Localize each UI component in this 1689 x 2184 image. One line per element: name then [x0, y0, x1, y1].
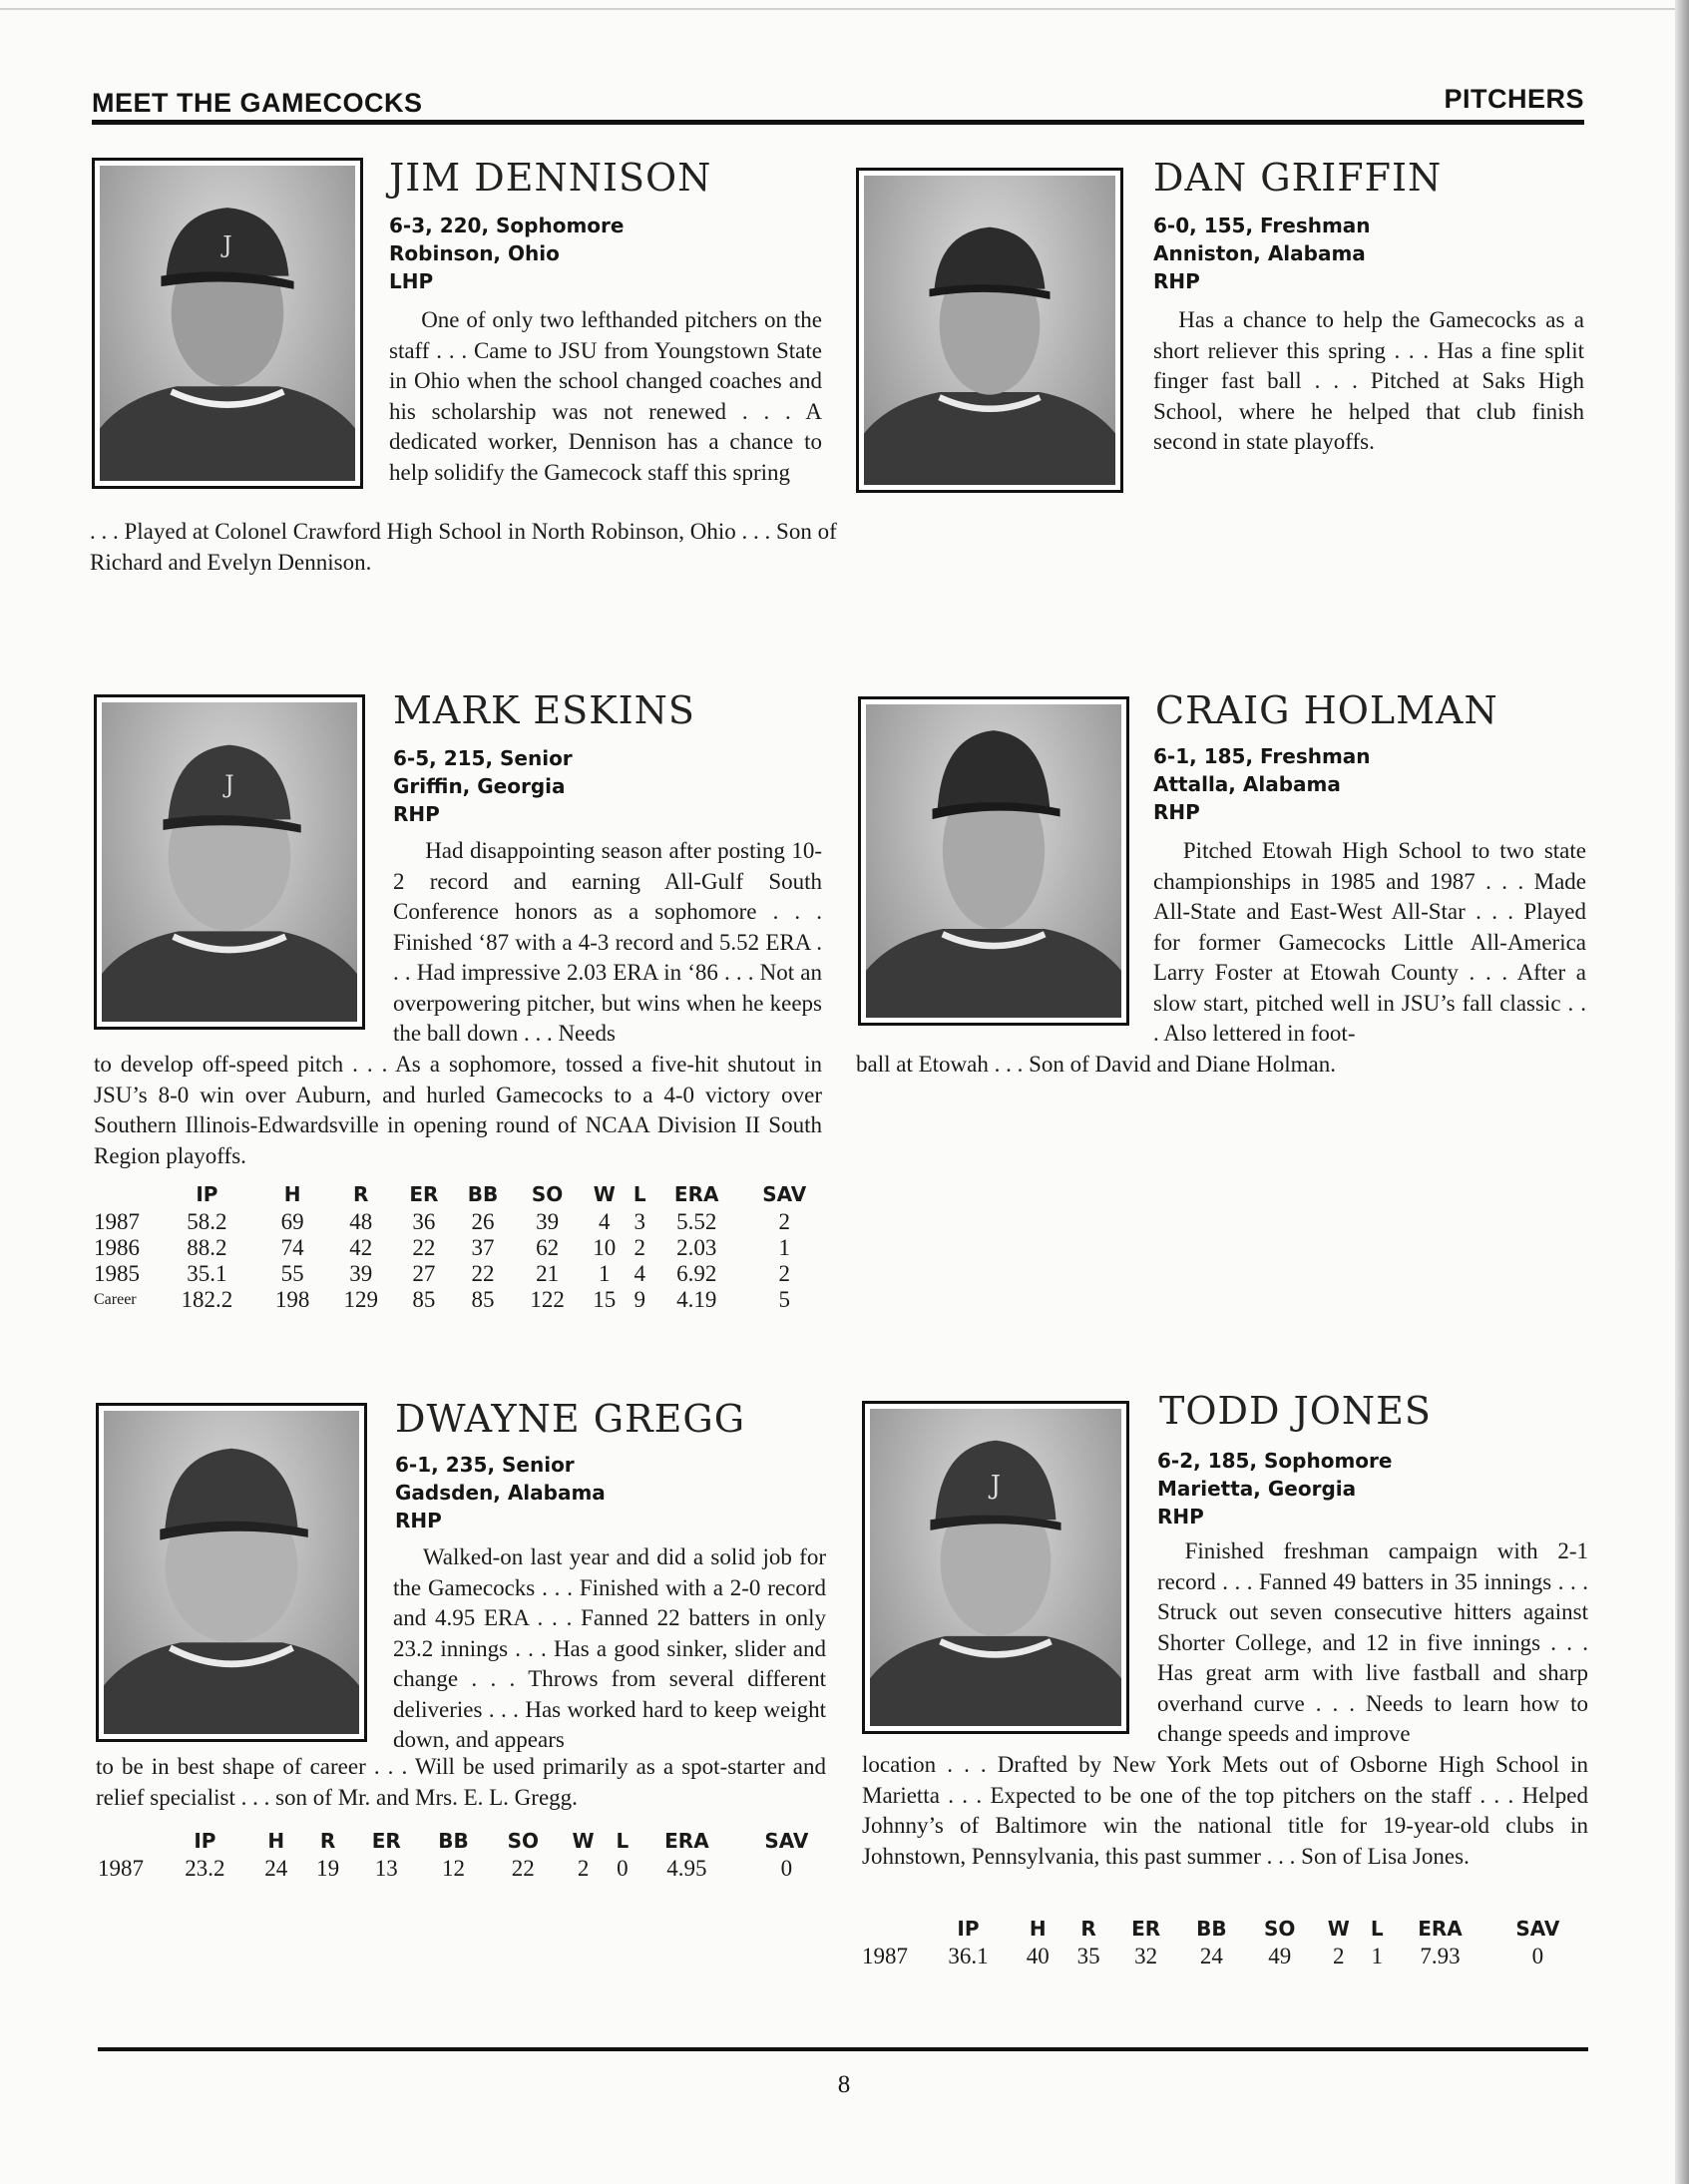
stat-cell: 0: [780, 1856, 793, 1881]
player-portrait-icon: [104, 1411, 359, 1734]
stat-cell: 1: [1371, 1944, 1383, 1968]
stat-cell: 122: [530, 1287, 565, 1312]
hometown: Attalla, Alabama: [1153, 772, 1341, 796]
hometown: Robinson, Ohio: [389, 241, 560, 265]
player-bio: Had disappointing season after posting 10-2 record and earning All-Gulf South Conference honors as a sophomore . . . Finished ‘87 with a 4-3 record and 5.52 ERA . . . Had impressive 2.03 ERA in ‘86 . . . Not an overpowering pitcher, but wins when he keeps the ball down . . . Needs: [393, 838, 822, 1046]
player-photo: [858, 696, 1129, 1026]
player-bio-continued: ball at Etowah . . . Son of David and Diane Holman.: [856, 1052, 1336, 1077]
section-title: MEET THE GAMECOCKS: [92, 88, 423, 118]
throws: RHP: [1157, 1505, 1204, 1529]
stats-table: [862, 1914, 1586, 1969]
stat-cell: 85: [471, 1287, 495, 1312]
stat-year: 1985: [94, 1261, 140, 1286]
stat-cell: 55: [280, 1261, 304, 1286]
stat-cell: 2: [633, 1235, 645, 1260]
stat-cell: 2: [577, 1856, 590, 1881]
stat-header: SAV: [1515, 1917, 1560, 1941]
stat-cell: 36.1: [948, 1944, 989, 1968]
footer-rule: [98, 2047, 1588, 2051]
table-row: [94, 1209, 828, 1235]
hometown: Anniston, Alabama: [1153, 241, 1366, 265]
stat-header: ERA: [664, 1829, 709, 1853]
stat-cell: 12: [441, 1856, 465, 1881]
svg-text:J: J: [224, 770, 234, 799]
player-bio: Finished freshman campaign with 2-1 record . . . Fanned 49 batters in 35 innings . . . Struck out seven consecutive hitters against Shorter College, and 12 in five innings . . . Has great arm with live fastball and sharp overhand curve . . . Needs to learn how to change speeds and improve: [1157, 1538, 1588, 1746]
stats-table: [98, 1826, 836, 1882]
player-vitals: [393, 744, 573, 828]
stat-header: H: [267, 1829, 285, 1853]
stat-cell: 22: [511, 1856, 535, 1881]
stat-cell: 62: [536, 1235, 560, 1260]
stat-cell: 4.95: [666, 1856, 707, 1881]
player-vitals: [389, 212, 624, 295]
throws: RHP: [1153, 269, 1200, 293]
stat-cell: 24: [1199, 1944, 1223, 1968]
stat-cell: 7.93: [1420, 1944, 1461, 1968]
height-weight-class: 6-2, 185, Sophomore: [1157, 1449, 1393, 1473]
player-bio-continued: location . . . Drafted by New York Mets out of Osborne High School in Marietta . . . Expected to be one of the top pitchers on the staff . . . Helped Johnny’s of Baltimore win the national title for 19-year-old clubs in Johnstown, Pennsylvania, this past summer . . . Son of Lisa Jones.: [862, 1752, 1588, 1869]
player-photo: [862, 1401, 1129, 1734]
stat-cell: 2.03: [676, 1235, 717, 1260]
stat-header: ER: [409, 1182, 439, 1206]
stat-cell: 37: [471, 1235, 495, 1260]
header-rule: [92, 120, 1584, 125]
stats-table: [94, 1179, 828, 1313]
player-portrait-icon: [100, 166, 355, 481]
stat-header: BB: [438, 1829, 469, 1853]
stat-cell: 35.1: [187, 1261, 227, 1286]
player-photo: [856, 168, 1123, 493]
throws: RHP: [395, 1509, 442, 1532]
stat-year: 1987: [862, 1944, 908, 1968]
stat-cell: 1: [778, 1235, 790, 1260]
height-weight-class: 6-1, 185, Freshman: [1153, 744, 1371, 768]
stat-cell: 13: [374, 1856, 398, 1881]
player-bio-continued: to be in best shape of career . . . Will be used primarily as a spot-starter and relief specialist . . . son of Mr. and Mrs. E. L. Gregg.: [96, 1754, 826, 1810]
stat-cell: 0: [1531, 1944, 1544, 1968]
stat-header: ER: [371, 1829, 401, 1853]
stat-header: SAV: [762, 1182, 807, 1206]
stat-header: SO: [1264, 1917, 1296, 1941]
stat-year: Career: [94, 1291, 137, 1308]
player-portrait-icon: [864, 176, 1115, 485]
stat-header: SO: [531, 1182, 564, 1206]
height-weight-class: 6-5, 215, Senior: [393, 746, 573, 770]
player-name: MARK ESKINS: [393, 688, 695, 732]
hometown: Marietta, Georgia: [1157, 1477, 1357, 1501]
hometown: Gadsden, Alabama: [395, 1481, 606, 1505]
stat-cell: 35: [1076, 1944, 1100, 1968]
stat-cell: 21: [536, 1261, 560, 1286]
stat-cell: 42: [349, 1235, 373, 1260]
stat-cell: 129: [343, 1287, 378, 1312]
player-name: DAN GRIFFIN: [1153, 156, 1443, 200]
stat-cell: 39: [349, 1261, 373, 1286]
page-number: 8: [837, 2071, 851, 2098]
stat-header: BB: [467, 1182, 499, 1206]
stat-cell: 198: [274, 1287, 310, 1312]
stat-cell: 0: [617, 1856, 629, 1881]
table-row: [94, 1261, 828, 1287]
stat-header: H: [1029, 1917, 1047, 1941]
stat-header: SAV: [764, 1829, 809, 1853]
stat-header: ER: [1131, 1917, 1161, 1941]
throws: RHP: [393, 802, 440, 826]
player-name: DWAYNE GREGG: [395, 1397, 746, 1441]
player-portrait-icon: [102, 702, 357, 1022]
stat-cell: 3: [633, 1209, 645, 1234]
stat-year: 1987: [94, 1209, 140, 1234]
stat-cell: 49: [1268, 1944, 1292, 1968]
stat-year: 1987: [98, 1856, 144, 1881]
stat-header: L: [1370, 1917, 1384, 1941]
player-bio: Has a chance to help the Gamecocks as a short reliever this spring . . . Has a fine split finger fast ball . . . Pitched at Saks High School, where he helped that club finish second in state playoffs.: [1153, 307, 1584, 454]
stat-header: ERA: [673, 1182, 719, 1206]
stat-header: W: [593, 1182, 616, 1206]
player-bio: Pitched Etowah High School to two state championships in 1985 and 1987 . . . Made All-State and East-West All-Star . . . Played for former Gamecocks Little All-America Larry Foster at Etowah County . . . After a slow start, pitched well in JSU’s fall classic . . . Also lettered in foot-: [1153, 838, 1586, 1046]
stat-cell: 2: [778, 1261, 790, 1286]
stat-cell: 69: [280, 1209, 304, 1234]
stat-header: IP: [196, 1182, 218, 1206]
page-header: [92, 84, 1584, 124]
player-photo: [92, 158, 363, 489]
table-row: [94, 1287, 828, 1313]
player-bio-continued: . . . Played at Colonel Crawford High School in North Robinson, Ohio . . . Son of Richard and Evelyn Dennison.: [90, 519, 837, 575]
stat-header: H: [283, 1182, 301, 1206]
stat-header: IP: [957, 1917, 980, 1941]
stat-header: R: [1080, 1917, 1096, 1941]
stat-cell: 24: [264, 1856, 288, 1881]
stat-cell: 26: [471, 1209, 495, 1234]
player-bio-continued: to develop off-speed pitch . . . As a sophomore, tossed a five-hit shutout in JSU’s 8-0 win over Auburn, and hurled Gamecocks to a 4-0 victory over Southern Illinois-Edwardsville in opening round of NCAA Division II South Region playoffs.: [94, 1052, 822, 1168]
stat-cell: 40: [1026, 1944, 1050, 1968]
player-photo: [96, 1403, 367, 1742]
player-portrait-icon: [866, 704, 1121, 1018]
stat-cell: 32: [1134, 1944, 1158, 1968]
stats-header-row: [862, 1914, 1586, 1944]
stat-header: ERA: [1418, 1917, 1463, 1941]
stat-header: W: [572, 1829, 595, 1853]
stat-cell: 19: [316, 1856, 340, 1881]
stat-header: IP: [194, 1829, 216, 1853]
stat-cell: 10: [593, 1235, 617, 1260]
stat-cell: 48: [349, 1209, 373, 1234]
height-weight-class: 6-3, 220, Sophomore: [389, 214, 625, 237]
player-name: CRAIG HOLMAN: [1155, 688, 1498, 732]
stats-header-row: [98, 1826, 836, 1856]
stat-cell: 2: [1333, 1944, 1345, 1968]
stat-cell: 1: [598, 1261, 611, 1286]
stat-cell: 9: [633, 1287, 645, 1312]
player-vitals: [1153, 742, 1371, 826]
stat-cell: 27: [412, 1261, 436, 1286]
player-vitals: [1157, 1447, 1392, 1530]
player-photo: [94, 694, 365, 1030]
player-vitals: [395, 1451, 606, 1534]
svg-text:J: J: [222, 229, 232, 258]
height-weight-class: 6-1, 235, Senior: [395, 1453, 575, 1477]
player-name: JIM DENNISON: [389, 156, 712, 200]
player-vitals: [1153, 212, 1371, 295]
stat-cell: 4.19: [676, 1287, 717, 1312]
stat-header: R: [319, 1829, 336, 1853]
position-title: PITCHERS: [1444, 84, 1584, 114]
stat-cell: 2: [778, 1209, 790, 1234]
stat-cell: 15: [593, 1287, 617, 1312]
stat-cell: 74: [280, 1235, 304, 1260]
stat-header: L: [633, 1182, 646, 1206]
stat-year: 1986: [94, 1235, 140, 1260]
stat-cell: 88.2: [187, 1235, 227, 1260]
table-row: [862, 1944, 1586, 1969]
stat-cell: 39: [536, 1209, 560, 1234]
stat-header: W: [1327, 1917, 1350, 1941]
stat-cell: 4: [633, 1261, 645, 1286]
player-bio: One of only two lefthanded pitchers on the staff . . . Came to JSU from Youngstown State in Ohio when the school changed coaches and his scholarship was not renewed . . . A dedicated worker, Dennison has a chance to help solidify the Gamecock staff this spring: [389, 307, 822, 485]
height-weight-class: 6-0, 155, Freshman: [1153, 214, 1371, 237]
stat-cell: 5: [778, 1287, 790, 1312]
player-portrait-icon: [870, 1409, 1121, 1726]
stat-header: BB: [1196, 1917, 1227, 1941]
stat-cell: 22: [471, 1261, 495, 1286]
throws: RHP: [1153, 800, 1200, 824]
stat-cell: 85: [412, 1287, 436, 1312]
stat-header: SO: [507, 1829, 539, 1853]
svg-text:J: J: [990, 1470, 1002, 1501]
stat-cell: 58.2: [187, 1209, 227, 1234]
stat-cell: 182.2: [181, 1287, 233, 1312]
stat-cell: 36: [412, 1209, 436, 1234]
stat-cell: 5.52: [676, 1209, 717, 1234]
stat-header: L: [616, 1829, 630, 1853]
hometown: Griffin, Georgia: [393, 774, 566, 798]
stat-header: R: [352, 1182, 369, 1206]
player-name: TODD JONES: [1159, 1389, 1432, 1433]
player-bio: Walked-on last year and did a solid job for the Gamecocks . . . Finished with a 2-0 record and 4.95 ERA . . . Fanned 22 batters in only 23.2 innings . . . Has a good sinker, slider and change . . . Throws from several different deliveries . . . Has worked hard to keep weight down, and appears: [393, 1544, 826, 1752]
stat-cell: 22: [412, 1235, 436, 1260]
throws: LHP: [389, 269, 434, 293]
stat-cell: 4: [598, 1209, 611, 1234]
stat-cell: 6.92: [676, 1261, 717, 1286]
stats-header-row: [94, 1179, 828, 1209]
table-row: [98, 1856, 836, 1882]
table-row: [94, 1235, 828, 1261]
stat-cell: 23.2: [185, 1856, 225, 1881]
